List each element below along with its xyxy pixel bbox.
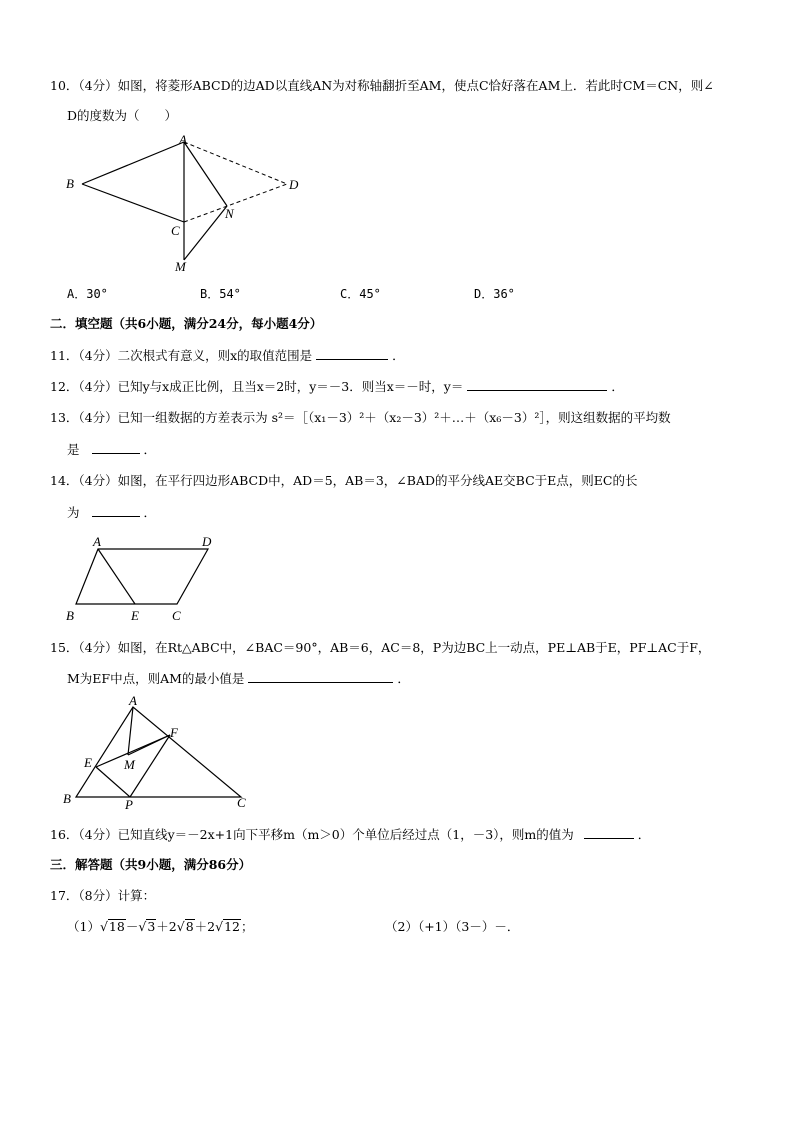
q10-label-a: A (179, 132, 187, 147)
q17-op2: ＋2 (156, 919, 177, 934)
q11-end: ． (392, 348, 405, 363)
q14-line2-text: 为 (67, 505, 80, 520)
q15-line2 (67, 670, 410, 687)
q13-line2-text: 是 (67, 442, 80, 457)
q13-line2 (67, 441, 156, 458)
q14-label-b: B (66, 608, 74, 623)
q15-label-c: C (237, 795, 246, 810)
q13-line1: 13．（4分）已知一组数据的方差表示为 s²＝［（x₁－3）²＋（x₂－3）²＋…＋（x₆－3）²］，则这组数据的平均数 (50, 410, 671, 425)
q11 (50, 347, 405, 364)
q15-end: ． (397, 671, 410, 686)
parallelogram-figure (60, 532, 220, 624)
q17-end: ； (240, 919, 254, 934)
q15-label-b: B (63, 791, 71, 806)
q15-label-e: E (84, 755, 92, 770)
rhombus-figure (55, 130, 315, 280)
q10-label-b: B (66, 176, 74, 191)
q16-answer-blank (584, 826, 634, 839)
q10-line1: 10．（4分）如图，将菱形ABCD的边AD以直线AN为对称轴翻折至AM，使点C恰好落在AM上．若此时CM＝CN，则∠ (50, 78, 714, 93)
q12 (50, 378, 624, 395)
q10-label-m: M (175, 259, 186, 274)
q16-end: ． (637, 827, 651, 842)
q10-label-c: C (171, 223, 180, 238)
q15-line2-text: M为EF中点，则AM的最小值是 (67, 671, 245, 686)
q14-label-d: D (202, 534, 212, 549)
q14-answer-blank (92, 504, 140, 517)
q15-line1: 15．（4分）如图，在Rt△ABC中，∠BAC＝90°，AB＝6，AC＝8，P为边BC上一动点，PE⊥AB于E，PF⊥AC于F， (50, 640, 711, 655)
q17-title: 17．（8分）计算： (50, 888, 156, 903)
q15-label-a: A (129, 695, 137, 708)
q15-label-p: P (125, 797, 133, 812)
radicand-8: 8 (185, 919, 194, 934)
q12-answer-blank (467, 378, 607, 391)
q13-answer-blank (92, 441, 140, 454)
q10-option-a: A．30° (67, 287, 108, 301)
q14-label-e: E (131, 608, 139, 623)
q16-text: 16．（4分）已知直线y＝－2x+1向下平移m（m＞0）个单位后经过点（1，－3），则m的值为 (50, 827, 574, 842)
q17-op3: ＋2 (194, 919, 216, 934)
q17-part1: （1）√18－√3＋2√8＋2√12； (67, 919, 254, 934)
q10-option-d: D．36° (474, 287, 515, 301)
q16 (50, 826, 650, 843)
q12-text: 12．（4分）已知y与x成正比例，且当x＝2时，y＝－3．则当x＝－时，y＝ (50, 379, 464, 394)
radicand-3: 3 (147, 919, 156, 934)
q15-label-f: F (170, 725, 178, 740)
radicand-18: 18 (108, 919, 125, 934)
q15-answer-blank (248, 670, 393, 683)
q10-option-b: B．54° (200, 287, 241, 301)
q13-end: ． (143, 442, 156, 457)
q10-line2: D的度数为（ ） (67, 108, 178, 123)
q14-label-a: A (93, 534, 101, 549)
q17-op1: － (125, 919, 139, 934)
q10-label-n: N (225, 206, 234, 221)
q10-label-d: D (289, 177, 299, 192)
section-3-heading: 三．解答题（共9小题，满分86分） (50, 857, 252, 872)
q11-answer-blank (316, 347, 388, 360)
q14-label-c: C (172, 608, 181, 623)
q12-end: ． (611, 379, 624, 394)
section-2-heading: 二．填空题（共6小题，满分24分，每小题4分） (50, 316, 323, 331)
q11-text: 11．（4分）二次根式有意义，则x的取值范围是 (50, 348, 313, 363)
q15-label-m: M (124, 757, 135, 772)
radicand-12: 12 (224, 919, 240, 934)
q17-part1-label: （1） (67, 919, 100, 934)
q14-line2 (67, 504, 156, 521)
q14-end: ． (143, 505, 156, 520)
right-triangle-figure (58, 695, 258, 813)
q10-option-c: C．45° (340, 287, 381, 301)
q17-part2: （2）（+1）（3－）－． (385, 919, 520, 934)
q14-line1: 14．（4分）如图，在平行四边形ABCD中，AD＝5，AB＝3，∠BAD的平分线AE交BC于E点，则EC的长 (50, 473, 638, 488)
